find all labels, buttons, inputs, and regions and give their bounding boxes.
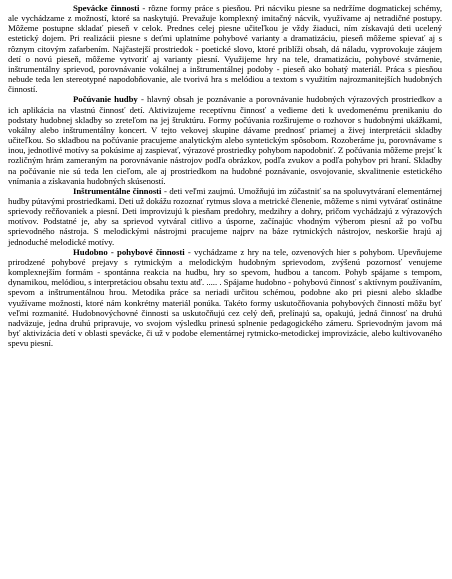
heading-hudobno-pohybove-cinnosti: Hudobno - pohybové činnosti [73, 246, 185, 257]
paragraph-spevacke-cinnosti [8, 3, 442, 94]
paragraph-pocuvanie-hudby [8, 94, 442, 185]
text-instrumentalne-cinnosti: - deti veľmi zaujmú. Umožňujú im zúčastniť sa na spoluvytváraní elementárnej hudby pútavými prostriedkami. Deti už dokážu rozoznať rytmus slova a metrické členenie, môžeme s nimi vytvárať ostinátne sprievody rečňovaniek a piesní. Deti improvizujú k piesňam predohry, medzihry a dohry, pričom vychádzajú z výrazových motívov. Podstatné je, aby sa sprievod vytváral citlivo a úsporne, začínajúc vhodným výberom piesní až po voľbu sprievodného nástroja. S melodickými nástrojmi pracujeme najprv na báze rytmických nástrojov, neskoršie hrajú aj jednoduché melodické motívy. [8, 185, 443, 247]
paragraph-instrumentalne-cinnosti [8, 186, 442, 247]
text-spevacke-cinnosti: - rôzne formy práce s piesňou. Pri nácviku piesne sa nedržíme dogmatickej schémy, ale vychádzame z možností, ktoré sa naskytujú. Prevažuje komplexný imitačný nácvik, využívame aj netradičné postupy. Môžeme postupne skladať pieseň v celok. Prednes celej piesne učiteľkou je vždy žiaduci, ním získavajú deti ucelený estetický dojem. Pri realizácii piesne s deťmi uplatníme pohybové varianty a dramatizáciu, pieseň môžeme spievať aj s rôznym citovým zafarbením. Najčastejší prostriedok - poetické slovo, ktoré priblíži obsah, dá náladu, vyprovokuje záujem detí o novú pieseň, môžeme vytvoriť aj varianty piesní. Využijeme hry na tele, dramatizáciu, pohybové stvárnenie, inštrumentálny sprievod, porovnávanie vokálnej a inštrumentálnej podoby - pieseň ako bohatý materiál. Práca s piesňou nebude teda len stereotypné napodobňovanie, ale tvorivá hra s melódiou a textom s využitím najrozmanitejších hudobných činností. [8, 3, 443, 95]
text-hudobno-pohybove-cinnosti: - vychádzame z hry na tele, ozvenových hier s pohybom. Upevňujeme prirodzené pohybové prejavy s rytmickým a melodickým hudobným sprievodom, zvýšenú pozornosť venujeme komplexnejším formám - spontánna reakcia na hudbu, hry so spevom, hudbou a tancom. Pohyb spájame s tempom, dynamikou, melódiou, s interpretáciou obsahu textu atď. ..... . Spájame hudobno - pohybovú činnosť s aktívnym používaním, spevom a inštrumentálnou hrou. Metodika práce sa neriadi určitou schémou, podobne ako pri piesni alebo skladbe využívame možnosti, ktoré nám konkrétny materiál ponúka. Takéto formy uskutočňovania pohybových činností môžu byť veľmi rozmanité. Hudobnovýchovné činnosti sa uskutočňujú cez celý deň, prelínajú sa, opakujú, jedná činnosť na druhú nadväzuje, jedna druhú pripravuje, vo svojom výsledku prinesú splnenie pedagogického zámeru. Sprievodným javom má byť aktivizácia detí v oblasti spevácke, či už v podobe elementárnej rytmicko-metodickej improvizácie, alebo kultivovaného spevu piesní. [8, 246, 442, 349]
heading-instrumentalne-cinnosti: Inštrumentálne činnosti [73, 185, 162, 196]
heading-pocuvanie-hudby: Počúvanie hudby [73, 94, 138, 105]
paragraph-hudobno-pohybove-cinnosti [8, 247, 442, 349]
text-pocuvanie-hudby: - hlavný obsah je poznávanie a porovnávanie hudobných výrazových prostriedkov a ich aplikácia na vlastnú činnosť detí. Aktivizujeme receptívnu činnosť a vedieme deti k uvedomenému prenikaniu do podstaty hudobnej skladby so zreteľom na jej štruktúru. Formy počúvania rozširujeme o rozhovor s hudobnými ukážkami, vokálny alebo inštrumentálny koncert. V tejto vekovej skupine dávame prednosť priamej a živej interpretácii skladby učiteľkou. So skladbou na počúvanie pracujeme analytickým alebo syntetickým spôsobom. Rozoberáme ju, porovnávame s inou, jednotlivé motívy sa pokúsime aj zaspievať, výrazové prostriedky pohybom napodobniť. Z počúvania môžeme prejsť k rozličným hrám zameraným na porovnávanie nástrojov podľa obrázkov, podľa zvukov a podľa pohybov pri hraní. Skladby na počúvanie nie sú teda len cieľom, ale aj prostriedkom na hudobné poznávanie, osvojovanie, skvalitnenie estetického vnímania a získavania hudobných skúseností. [8, 94, 442, 186]
heading-spevacke-cinnosti: Spevácke činnosti [73, 3, 140, 13]
